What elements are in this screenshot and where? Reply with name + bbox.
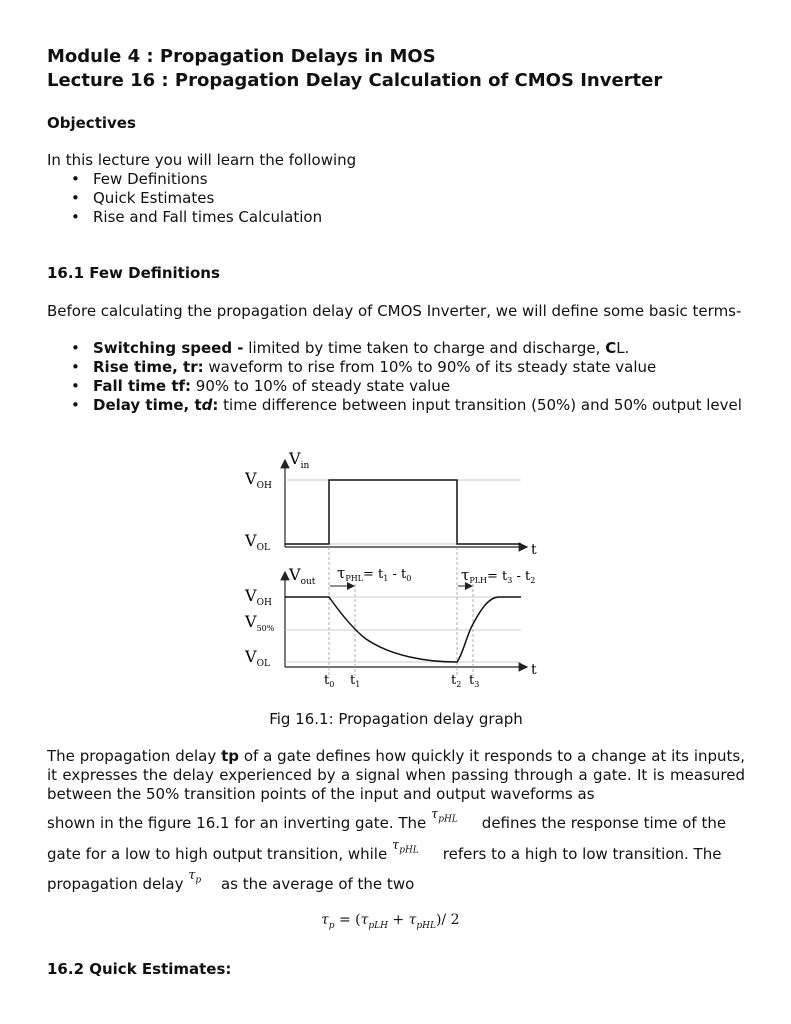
body-line-3: gate for a low to high output transition, while $\tau_{pHL}$ refers to a high to low transition. The [47,838,722,863]
voh-label: $V_{OH}$ [245,469,272,491]
list-item [47,377,745,396]
definitions-list [47,339,745,415]
definition: 90% to 10% of steady state value [191,377,451,395]
tau-p-symbol: $\tau_p$ [188,868,202,886]
t-label-input: t [531,542,537,558]
t-label-output: t [531,662,537,678]
input-waveform [285,480,521,544]
module-title: Module 4 : Propagation Delays in MOS [47,46,436,67]
list-item [47,396,745,415]
objectives-intro: In this lecture you will learn the following [47,151,357,169]
definition: waveform to rise from 10% to 90% of its steady state value [203,358,657,376]
list-item: • Quick Estimates [47,189,745,208]
vin-label: $V_{in}$ [289,449,310,471]
vol-out-label: $V_{OL}$ [245,647,270,669]
vout-label: $V_{out}$ [289,565,316,587]
t0-label: $t_0$ [324,673,335,689]
term: Switching speed - [93,339,244,357]
propagation-delay-graph [241,444,593,706]
t1-label: $t_1$ [350,673,361,689]
definition: limited by time taken to charge and discharge, [243,339,606,357]
voh-out-label: $V_{OH}$ [245,586,272,608]
term-end: : [212,396,219,414]
definition: time difference between input transition (50%) and 50% output level [218,396,742,414]
tphl-label: $\tau_{PHL}= t_1 - t_0$ [337,564,412,583]
term-italic: d [201,396,213,414]
list-item: • Rise and Fall times Calculation [47,208,745,227]
section2-heading: 16.2 Quick Estimates: [47,960,232,978]
term-extra: L. [616,339,630,357]
list-item: • Few Definitions [47,170,745,189]
body-paragraph: The propagation delay tp of a gate defines how quickly it responds to a change at its inputs, it expresses the delay experienced by a signal when passing through a gate. It is measured between the 50% transition points of the input and output waveforms as [47,747,745,803]
tau-phl-symbol: $\tau_{pHL}$ [431,807,458,825]
list-item [47,339,745,358]
body-line-4: propagation delay $\tau_p$ as the average of the two [47,868,415,893]
figure-caption: Fig 16.1: Propagation delay graph [269,710,523,728]
lecture-title: Lecture 16 : Propagation Delay Calculation of CMOS Inverter [47,70,663,91]
term: Delay time, t [93,396,202,414]
term: Fall time tf: [93,377,192,395]
list-item [47,358,745,377]
tau-plh-symbol: $\tau_{pHL}$ [391,838,419,856]
term-extra: C [605,339,617,357]
t3-label: $t_3$ [469,673,480,689]
objectives-list [47,170,745,227]
objectives-heading: Objectives [47,114,136,132]
section1-heading: 16.1 Few Definitions [47,264,220,282]
section1-intro: Before calculating the propagation delay of CMOS Inverter, we will define some basic terms- [47,302,742,320]
propagation-delay-formula: $\tau_p = (\tau_{pLH} + \tau_{pHL})/$ 2 [321,912,460,931]
term: Rise time, tr: [93,358,204,376]
tplh-label: $\tau_{PLH}= t_3 - t_2$ [461,566,536,585]
vol-label: $V_{OL}$ [245,531,270,553]
body-line-2: shown in the figure 16.1 for an inverting gate. The $\tau_{pHL}$ defines the response time of the [47,807,727,832]
t2-label: $t_2$ [451,673,462,689]
v50-label: $V_{50\%}$ [245,612,275,633]
output-waveform [285,597,521,662]
